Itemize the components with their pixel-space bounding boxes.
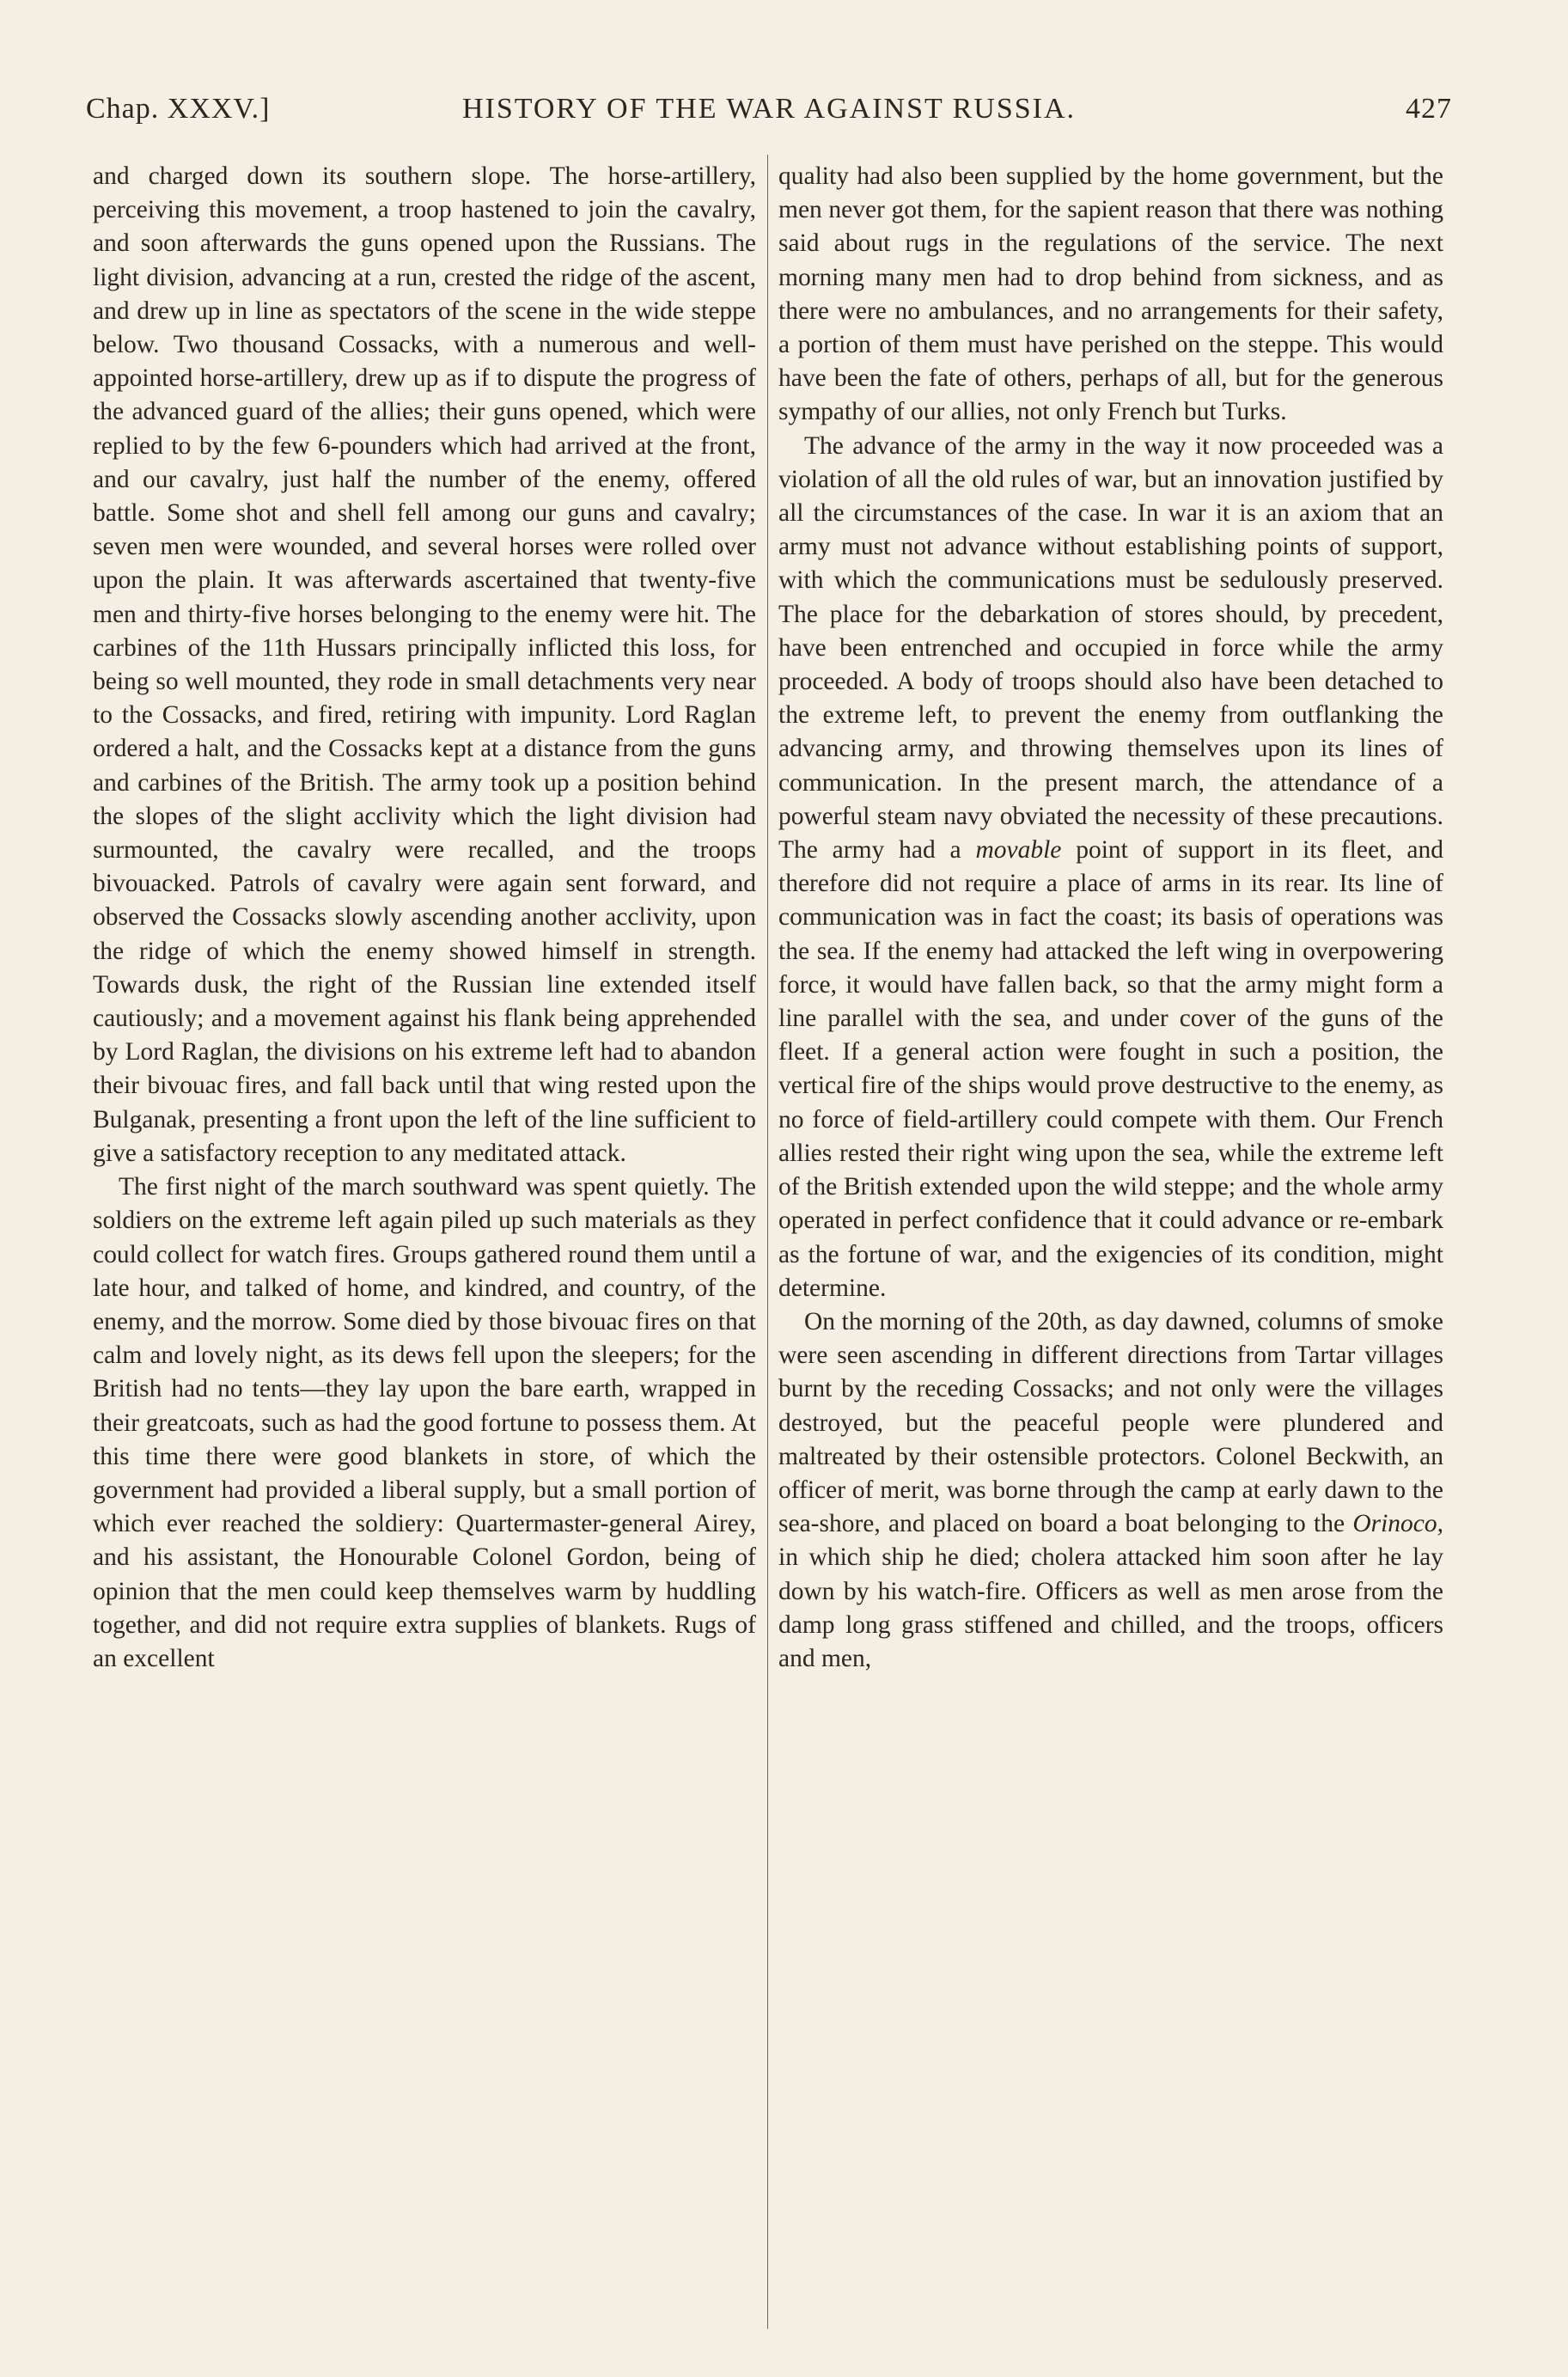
- paragraph: [778, 430, 1443, 1305]
- paragraph: quality had also been supplied by the home government, but the men never got them, for the sapient reason that there was nothing said about rugs in the regulations of the service. The next morning many men had to drop behind from sickness, and as there were no ambulances, and no arrangements for their safety, a portion of them must have perished on the steppe. This would have been the fate of others, perhaps of all, but for the generous sympathy of our allies, not only French but Turks.: [778, 162, 1443, 426]
- page-number: 427: [1406, 93, 1452, 125]
- paragraph: and charged down its southern slope. The horse-artillery, perceiving this movement, a troop hastened to join the cavalry, and soon afterwards the guns opened upon the Russians. The light division, advancing at a run, crested the ridge of the ascent, and drew up in line as spectators of the scene in the wide steppe below. Two thousand Cossacks, with a numerous and well-appointed horse-artillery, drew up as if to dispute the progress of the advanced guard of the allies; their guns opened, which were replied to by the few 6-pounders which had arrived at the front, and our cavalry, just half the number of the enemy, offered battle. Some shot and shell fell among our guns and cavalry; seven men were wounded, and several horses were rolled over upon the plain. It was afterwards ascertained that twenty-five men and thirty-five horses belonging to the enemy were hit. The carbines of the 11th Hussars principally inflicted this loss, for being so well mounted, they rode in small detachments very near to the Cossacks, and fired, retiring with impunity. Lord Raglan ordered a halt, and the Cossacks kept at a distance from the guns and carbines of the British. The army took up a position behind the slopes of the slight acclivity which the light division had surmounted, the cavalry were recalled, and the troops bivouacked. Patrols of cavalry were again sent forward, and observed the Cossacks slowly ascending another acclivity, upon the ridge of which the enemy showed himself in strength. Towards dusk, the right of the Russian line extended itself cautiously; and a movement against his flank being apprehended by Lord Raglan, the divisions on his extreme left had to abandon their bivouac fires, and fall back until that wing rested upon the Bulganak, presenting a front upon the left of the line sufficient to give a satisfactory reception to any meditated attack.: [93, 162, 756, 1167]
- paragraph-text: The advance of the army in the way it now proceeded was a violation of all the old rules of war, but an innovation justified by all the circumstances of the case. In war it is an axiom that an army must not advance without establishing points of support, with which the communications must be sedulously preserved. The place for the debarkation of stores should, by precedent, have been entrenched and occupied in force while the army proceeded. A body of troops should also have been detached to the extreme left, to prevent the enemy from outflanking the advancing army, and throwing themselves upon its lines of communication. In the present march, the attendance of a powerful steam navy obviated the necessity of these precautions. The army had a: [778, 431, 1443, 865]
- chapter-label: Chap. XXXV.]: [86, 93, 271, 125]
- ship-name: Orinoco,: [1352, 1510, 1444, 1538]
- italic-term: movable: [975, 836, 1062, 865]
- paragraph-text: in which ship he died; cholera attacked him soon after he lay down by his watch-fire. Officers as well as men arose from the damp long grass stiffened and chilled, and the troops, officers and men,: [778, 1543, 1443, 1672]
- running-title: HISTORY OF THE WAR AGAINST RUSSIA.: [461, 93, 1077, 125]
- paragraph-text: point of support in its fleet, and therefore did not require a place of arms in its rear. Its line of communication was in fact the coast; its basis of operations was the sea. If the enemy had attacked the left wing in overpowering force, it would have fallen back, so that the army might form a line parallel with the sea, and under cover of the guns of the fleet. If a general action were fought in such a position, the vertical fire of the ships would prove destructive to the enemy, as no force of field-artillery could compete with them. Our French allies rested their right wing upon the sea, while the extreme left of the British extended upon the wild steppe; and the whole army operated in perfect confidence that it could advance or re-embark as the fortune of war, and the exigencies of its condition, might determine.: [778, 836, 1444, 1302]
- left-column: [93, 160, 756, 1676]
- paragraph-text: On the morning of the 20th, as day dawned, columns of smoke were seen ascending in different directions from Tartar villages burnt by the receding Cossacks; and not only were the villages destroyed, but the peaceful people were plundered and maltreated by their ostensible protectors. Colonel Beckwith, an officer of merit, was borne through the camp at early dawn to the sea-shore, and placed on board a boat belonging to the: [778, 1307, 1443, 1538]
- paragraph: [778, 1305, 1443, 1676]
- paragraph: The first night of the march southward was spent quietly. The soldiers on the extreme left again piled up such materials as they could collect for watch fires. Groups gathered round them until a late hour, and talked of home, and kindred, and country, of the enemy, and the morrow. Some died by those bivouac fires on that calm and lovely night, as its dews fell upon the sleepers; for the British had no tents—they lay upon the bare earth, wrapped in their greatcoats, such as had the good fortune to possess them. At this time there were good blankets in store, of which the government had provided a liberal supply, but a small portion of which ever reached the soldiery: Quartermaster-general Airey, and his assistant, the Honourable Colonel Gordon, being of opinion that the men could keep themselves warm by huddling together, and did not require extra supplies of blankets. Rugs of an excellent: [93, 1173, 756, 1672]
- right-column: [778, 160, 1443, 1676]
- running-header: [86, 84, 1452, 136]
- column-divider: [767, 155, 768, 2329]
